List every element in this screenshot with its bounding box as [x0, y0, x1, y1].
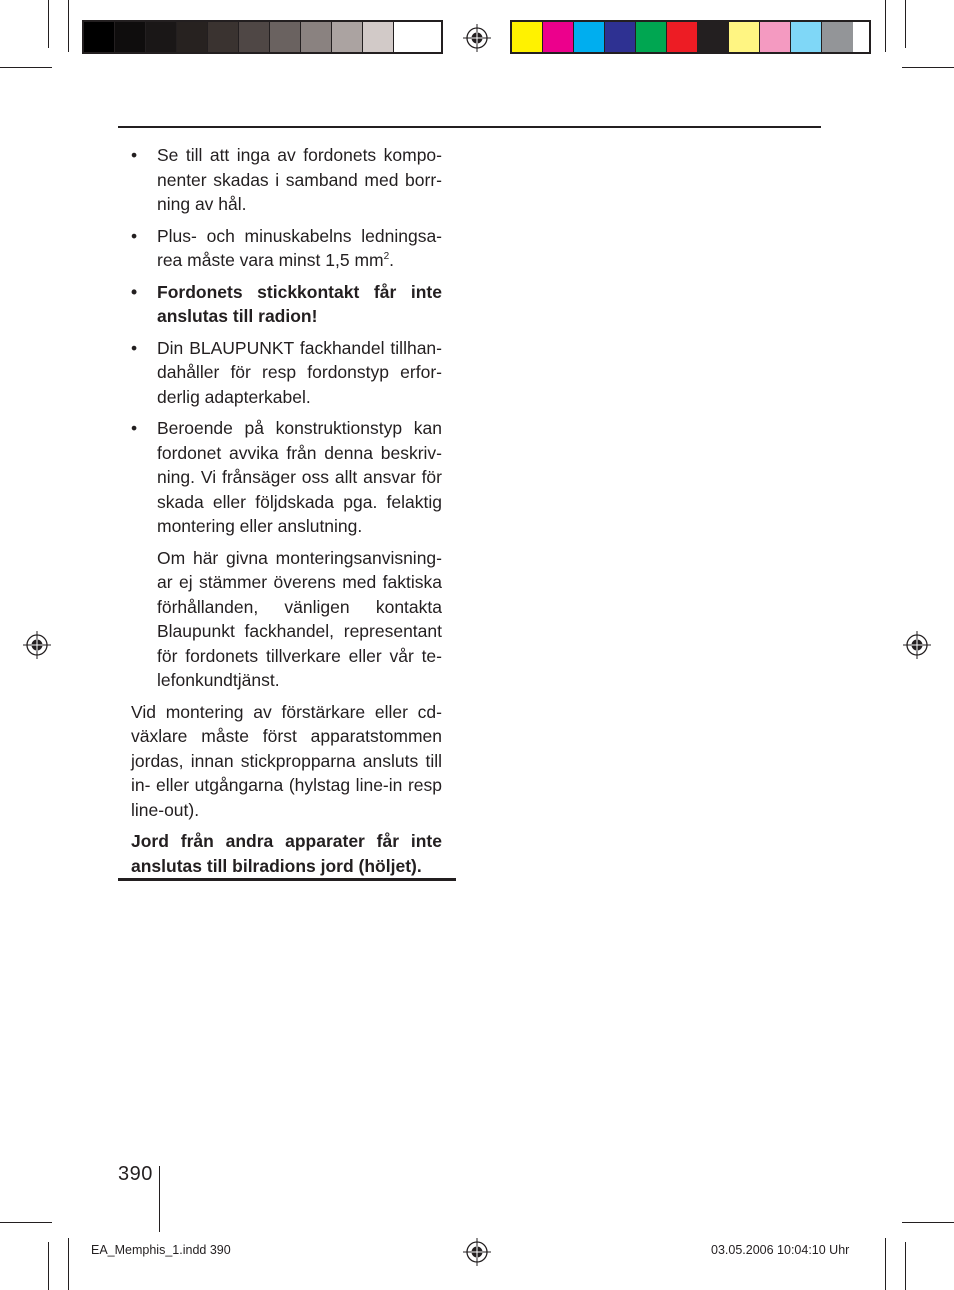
registration-mark-icon: [463, 24, 491, 52]
color-swatch: [698, 22, 729, 52]
bullet-item: [131, 224, 442, 273]
color-swatch: [512, 22, 543, 52]
color-swatch: [667, 22, 698, 52]
body-text-column: [131, 143, 442, 885]
color-swatch: [822, 22, 853, 52]
color-swatch: [332, 22, 363, 52]
slug-timestamp: 03.05.2006 10:04:10 Uhr: [711, 1243, 850, 1257]
color-swatch: [301, 22, 332, 52]
crop-mark: [68, 0, 69, 52]
color-swatch: [729, 22, 760, 52]
registration-mark-icon: [23, 631, 51, 659]
crop-mark: [0, 67, 52, 68]
bullet-text-tail: .: [389, 250, 395, 270]
bottom-rule: [118, 878, 456, 881]
bullet-text: Se till att inga av fordonets kompo-nenter skadas i samband med borr-ning av hål.: [157, 145, 442, 214]
color-swatch: [760, 22, 791, 52]
slug-filename: EA_Memphis_1.indd 390: [91, 1243, 231, 1257]
crop-mark: [0, 1222, 52, 1223]
color-swatch: [270, 22, 301, 52]
crop-mark: [48, 0, 49, 48]
bullet-text: Din BLAUPUNKT fackhandel tillhan-dahåller för resp fordonstyp erfor-derlig adapterkabel.: [157, 337, 442, 407]
grounding-paragraph: Vid montering av förstärkare eller cd-växlare måste först apparatstommen jordas, innan stickpropparna ansluts till in- eller utgångarna (hylstag line-in resp line-out).: [131, 701, 442, 820]
color-swatch: [146, 22, 177, 52]
color-swatch: [208, 22, 239, 52]
page-number-divider: [159, 1166, 160, 1232]
bullet-item: [131, 336, 442, 410]
crop-mark: [885, 1238, 886, 1290]
page-number: 390: [118, 1163, 153, 1185]
color-swatch: [543, 22, 574, 52]
crop-mark: [48, 1242, 49, 1290]
color-swatch: [363, 22, 394, 52]
bullet-dot: •: [131, 145, 138, 165]
bullet-item: [131, 143, 442, 217]
color-swatch: [574, 22, 605, 52]
color-swatch: [84, 22, 115, 52]
bullet-dot: •: [131, 418, 138, 438]
crop-mark: [68, 1238, 69, 1290]
bullet-text: Fordonets stickkontakt får inte anslutas till radion!: [157, 281, 442, 326]
bullet-dot: •: [131, 337, 138, 358]
bullet-item: [131, 416, 442, 539]
color-swatch: [791, 22, 822, 52]
superscript: 2: [383, 251, 390, 263]
color-swatch: [605, 22, 636, 52]
crop-mark: [902, 67, 954, 68]
crop-mark: [902, 1222, 954, 1223]
color-swatch: [636, 22, 667, 52]
crop-mark: [885, 0, 886, 52]
color-swatch: [115, 22, 146, 52]
registration-mark-icon: [903, 631, 931, 659]
crop-mark: [905, 1242, 906, 1290]
bullet-dot: •: [131, 225, 138, 246]
crop-mark: [905, 0, 906, 48]
process-color-bar: [510, 20, 871, 54]
bullet-item-warning: [131, 280, 442, 329]
color-swatch: [177, 22, 208, 52]
indented-paragraph: Om här givna monteringsanvisning-ar ej stämmer överens med faktiska förhållanden, vänligen kontakta Blaupunkt fackhandel, representant för fordonets tillverkare eller vår te-lefonkundtjänst.: [157, 547, 442, 690]
bullet-dot: •: [131, 281, 138, 302]
registration-mark-icon: [463, 1238, 491, 1266]
color-swatch: [239, 22, 270, 52]
color-swatch: [394, 22, 425, 52]
bullet-text: Beroende på konstruktionstyp kan fordonet avvika från denna beskriv-ning. Vi frånsäger oss allt ansvar för skada eller följdskada pga. felaktig montering eller anslutning.: [157, 418, 442, 536]
grounding-warning: Jord från andra apparater får inte anslutas till bilradions jord (höljet).: [131, 831, 442, 876]
bullet-text: Plus- och minuskabelns ledningsa-rea måste vara minst 1,5 mm: [157, 225, 442, 270]
grayscale-color-bar: [82, 20, 443, 54]
top-rule: [118, 126, 821, 128]
